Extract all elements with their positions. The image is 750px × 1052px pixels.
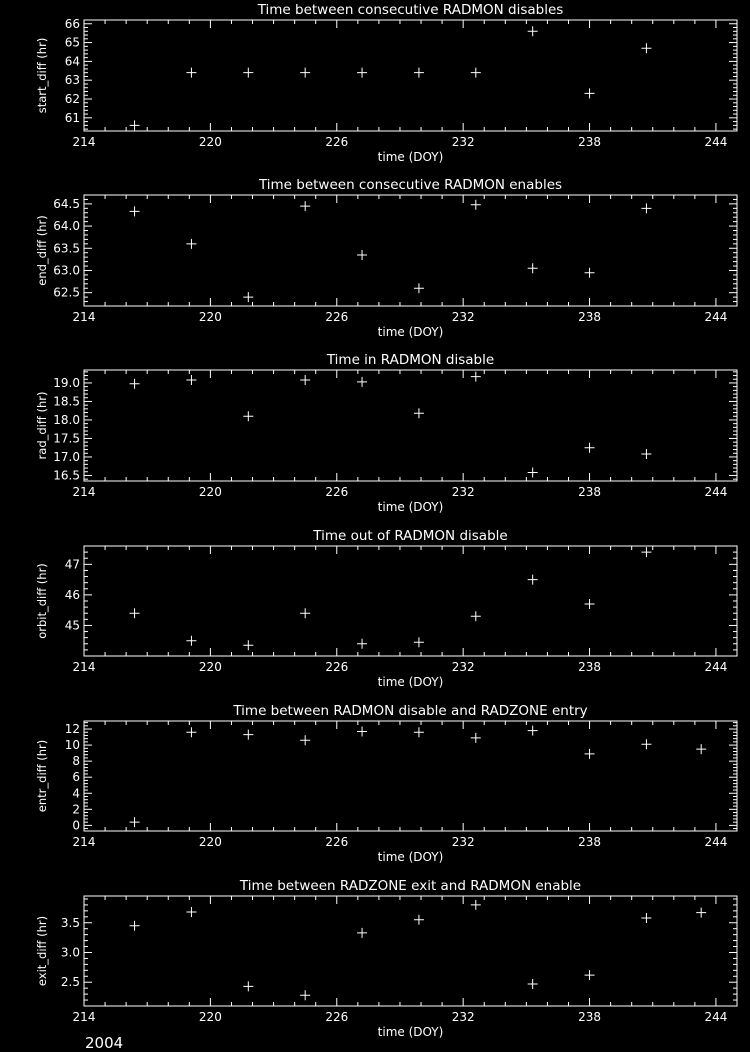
data-point-marker [243,292,253,302]
data-point-marker [300,608,310,618]
y-tick-label: 63.0 [53,263,80,278]
y-tick-label: 61 [64,110,80,125]
data-point-marker [414,727,424,737]
y-tick-label: 18.0 [53,412,80,427]
x-tick-label: 226 [325,835,349,849]
chart-title: Time between RADZONE exit and RADMON enable [239,878,582,894]
x-tick-label: 232 [451,485,475,499]
data-point-marker [130,817,140,827]
y-tick-label: 0 [72,818,80,833]
data-point-marker [696,908,706,918]
x-axis-label: time (DOY) [377,1025,444,1039]
y-tick-label: 63.5 [53,241,80,256]
data-point-marker [471,200,481,210]
y-tick-label: 2.5 [60,975,80,990]
data-point-marker [186,239,196,249]
data-point-marker [130,206,140,216]
footer-year: 2004 [85,1034,124,1052]
y-axis-label: rad_diff (hr) [35,391,49,460]
data-point-marker [585,970,595,980]
x-tick-label: 232 [451,1010,475,1024]
y-tick-label: 17.5 [53,431,80,446]
data-point-marker [471,733,481,743]
y-axis-label: start_diff (hr) [35,37,49,114]
y-tick-label: 16.5 [53,468,80,483]
data-point-marker [300,375,310,385]
x-tick-label: 244 [704,485,728,499]
x-tick-label: 220 [198,1010,222,1024]
data-point-marker [528,467,538,477]
data-point-marker [641,547,651,557]
data-point-marker [641,913,651,923]
x-tick-label: 238 [578,835,602,849]
data-point-marker [414,408,424,418]
plot-frame [84,896,737,1006]
y-axis-label: entr_diff (hr) [35,739,49,813]
x-tick-label: 226 [325,485,349,499]
y-tick-label: 19.0 [53,375,80,390]
x-tick-label: 214 [72,485,96,499]
chart-panel-3 [35,352,737,514]
data-point-marker [528,726,538,736]
data-point-marker [300,201,310,211]
data-point-marker [130,379,140,389]
y-tick-label: 65 [64,35,80,50]
data-point-marker [357,639,367,649]
x-tick-label: 232 [451,835,475,849]
data-point-marker [414,283,424,293]
data-point-marker [471,611,481,621]
data-point-marker [357,726,367,736]
y-tick-label: 47 [64,557,80,572]
y-tick-label: 4 [72,786,80,801]
data-point-marker [130,921,140,931]
data-point-marker [528,979,538,989]
y-axis-label: end_diff (hr) [35,215,49,286]
data-point-marker [528,575,538,585]
data-point-marker [300,735,310,745]
y-tick-label: 64.0 [53,219,80,234]
data-point-marker [585,88,595,98]
x-tick-label: 214 [72,835,96,849]
y-tick-label: 18.5 [53,394,80,409]
data-point-marker [471,372,481,382]
data-point-marker [585,599,595,609]
data-point-marker [585,268,595,278]
x-tick-label: 244 [704,310,728,324]
x-tick-label: 232 [451,135,475,149]
plot-frame [84,370,737,481]
data-point-marker [186,727,196,737]
y-tick-label: 12 [64,722,80,737]
x-tick-label: 220 [198,485,222,499]
y-tick-label: 2 [72,802,80,817]
x-tick-label: 226 [325,1010,349,1024]
data-point-marker [357,250,367,260]
plot-frame [84,546,737,656]
x-tick-label: 214 [72,1010,96,1024]
x-tick-label: 238 [578,1010,602,1024]
x-axis-label: time (DOY) [377,500,444,514]
data-point-marker [243,730,253,740]
x-tick-label: 232 [451,660,475,674]
data-point-marker [641,739,651,749]
x-tick-label: 244 [704,1010,728,1024]
data-point-marker [243,640,253,650]
data-point-marker [641,203,651,213]
data-point-marker [300,68,310,78]
y-tick-label: 66 [64,16,80,31]
chart-panel-1 [35,2,737,164]
x-tick-label: 214 [72,660,96,674]
data-point-marker [471,900,481,910]
y-tick-label: 62 [64,92,80,107]
chart-title: Time in RADMON disable [326,352,495,368]
x-tick-label: 244 [704,660,728,674]
x-tick-label: 226 [325,660,349,674]
chart-title: Time out of RADMON disable [313,528,508,544]
x-tick-label: 244 [704,135,728,149]
data-point-marker [528,263,538,273]
data-point-marker [243,411,253,421]
y-tick-label: 10 [64,738,80,753]
data-point-marker [243,68,253,78]
x-tick-label: 220 [198,310,222,324]
chart-title: Time between consecutive RADMON disables [257,2,564,18]
data-point-marker [528,26,538,36]
y-tick-label: 3.0 [60,945,80,960]
data-point-marker [357,377,367,387]
data-point-marker [414,915,424,925]
data-point-marker [186,375,196,385]
data-point-marker [641,43,651,53]
y-tick-label: 45 [64,618,80,633]
x-tick-label: 214 [72,135,96,149]
x-tick-label: 232 [451,310,475,324]
y-tick-label: 62.5 [53,285,80,300]
x-tick-label: 226 [325,310,349,324]
x-tick-label: 238 [578,660,602,674]
data-point-marker [130,608,140,618]
y-tick-label: 64 [64,54,80,69]
plot-frame [84,20,737,131]
x-tick-label: 226 [325,135,349,149]
y-tick-label: 6 [72,770,80,785]
chart-panel-4 [35,528,737,689]
data-point-marker [357,928,367,938]
data-point-marker [186,907,196,917]
y-tick-label: 17.0 [53,449,80,464]
x-tick-label: 238 [578,485,602,499]
data-point-marker [696,744,706,754]
y-tick-label: 63 [64,73,80,88]
data-point-marker [130,120,140,130]
data-point-marker [186,636,196,646]
chart-panel-6 [35,878,737,1039]
x-tick-label: 214 [72,310,96,324]
y-tick-label: 46 [64,587,80,602]
data-point-marker [585,443,595,453]
y-axis-label: orbit_diff (hr) [35,563,49,639]
y-axis-label: exit_diff (hr) [35,915,49,987]
chart-title: Time between consecutive RADMON enables [258,177,563,193]
data-point-marker [414,68,424,78]
data-point-marker [414,637,424,647]
x-axis-label: time (DOY) [377,850,444,864]
x-axis-label: time (DOY) [377,150,444,164]
data-point-marker [357,68,367,78]
plot-frame [84,721,737,831]
x-tick-label: 238 [578,310,602,324]
x-axis-label: time (DOY) [377,675,444,689]
data-point-marker [243,981,253,991]
data-point-marker [300,990,310,1000]
chart-panel-5 [35,703,737,864]
x-tick-label: 220 [198,660,222,674]
x-tick-label: 220 [198,135,222,149]
x-axis-label: time (DOY) [377,325,444,339]
y-tick-label: 3.5 [60,915,80,930]
data-point-marker [471,68,481,78]
chart-panel-2 [35,177,737,339]
x-tick-label: 244 [704,835,728,849]
data-point-marker [585,749,595,759]
y-tick-label: 64.5 [53,196,80,211]
data-point-marker [641,449,651,459]
data-point-marker [186,68,196,78]
chart-title: Time between RADMON disable and RADZONE entry [233,703,588,719]
x-tick-label: 238 [578,135,602,149]
x-tick-label: 220 [198,835,222,849]
plot-frame [84,195,737,306]
y-tick-label: 8 [72,754,80,769]
